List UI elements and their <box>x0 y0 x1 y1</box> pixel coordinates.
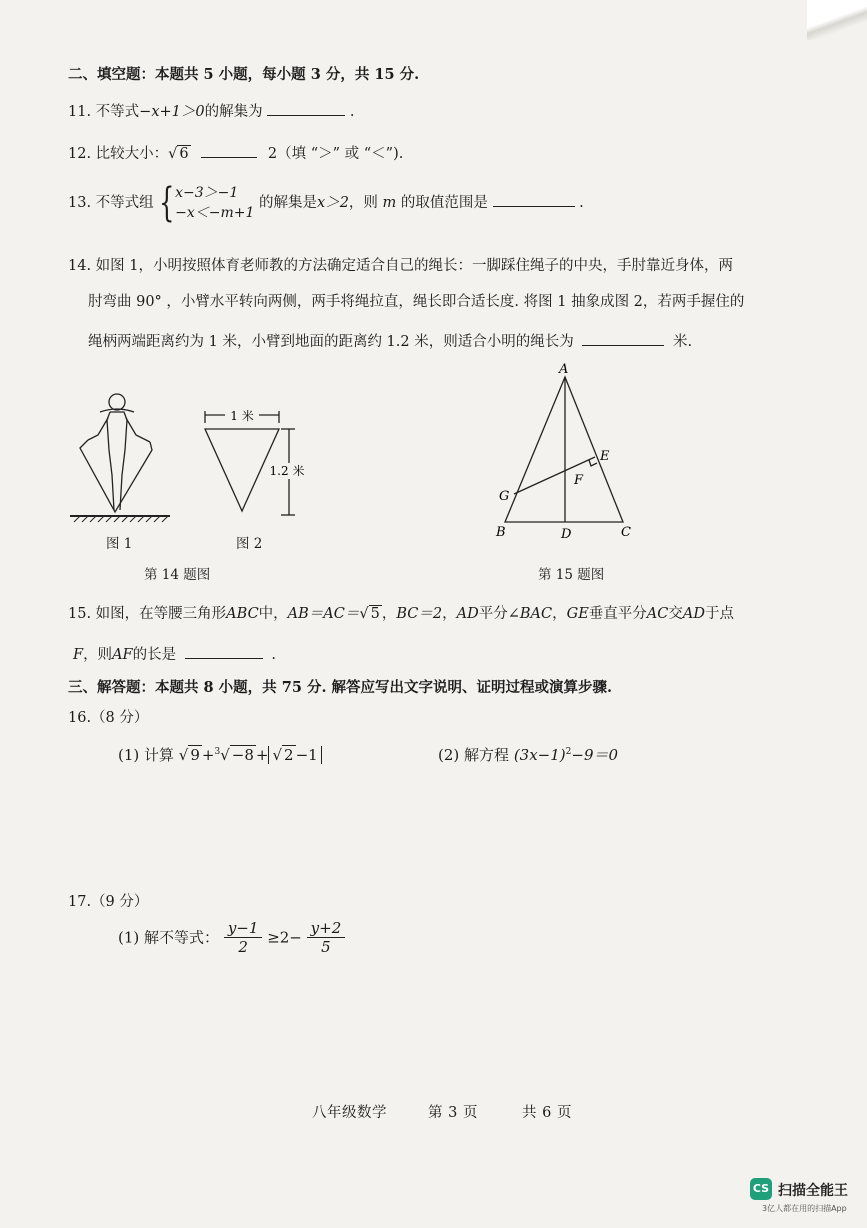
answer-blank[interactable] <box>201 143 257 158</box>
point-b-label: B <box>496 525 506 540</box>
point-f-label: F <box>574 473 584 488</box>
question-13: 13. 不等式组 { x−3＞−1 −x＜−m+1 的解集是x＞2，则 m 的取值范围是 . <box>68 180 584 226</box>
scanner-logo: CS <box>750 1178 772 1200</box>
question-15-line1: 15. 如图，在等腰三角形ABC中，AB＝AC＝√ 5 ，BC＝2，AD平分∠BAC，GE垂直平分AC交AD于点 <box>68 606 734 622</box>
point-g-label: G <box>499 489 510 504</box>
point-a-label: A <box>559 362 569 377</box>
question-16-part2: (2) 解方程 $(3x-1)^2-9=0$ <box>438 746 619 764</box>
figure-arm-left <box>88 418 108 440</box>
section-heading-fill-in: 二、填空题：本题共 5 小题，每小题 3 分，共 15 分. <box>68 66 420 83</box>
page-corner <box>807 0 867 40</box>
figure-1-rope-drawing <box>70 380 180 530</box>
scanner-tagline: 3亿人都在用的扫描App <box>762 1204 847 1213</box>
footer-page: 第 3 页 <box>428 1105 478 1121</box>
answer-blank[interactable] <box>267 101 345 116</box>
question-17-heading: 17.（9 分） <box>68 894 149 910</box>
scanner-app-name: 扫描全能王 <box>778 1183 848 1199</box>
figure-14-caption: 第 14 题图 <box>144 567 211 583</box>
question-11: 11. 不等式−x+1＞0的解集为 . <box>68 101 354 121</box>
question-16-part1: (1) 计算 √ 9 +$^3$√ −8 + √ 2 −1 <box>118 746 322 764</box>
figure-head <box>109 394 125 410</box>
question-14-line1: 14. 如图 1，小明按照体育老师教的方法确定适合自己的绳长：一脚踩住绳子的中央，手肘靠近身体，两 <box>68 258 733 274</box>
figure-rope <box>80 440 152 512</box>
point-e-label: E <box>600 449 610 464</box>
figure-15-caption: 第 15 题图 <box>538 567 605 583</box>
point-c-label: C <box>621 525 631 540</box>
question-16-heading: 16.（8 分） <box>68 710 149 726</box>
footer-subject: 八年级数学 <box>312 1105 387 1121</box>
right-angle-mark <box>589 460 597 466</box>
question-15-line2: F，则AF的长是 . <box>73 644 276 664</box>
point-d-label: D <box>561 527 572 542</box>
question-14-line3: 绳柄两端距离约为 1 米，小臂到地面的距离约 1.2 米，则适合小明的绳长为 米. <box>88 331 692 351</box>
question-14-line2: 肘弯曲 90° ，小臂水平转向两侧，两手将绳拉直，绳长即合适长度. 将图 1 抽象成图 2，若两手握住的 <box>88 294 745 310</box>
answer-blank[interactable] <box>582 331 664 346</box>
label-width: 1 米 <box>230 409 254 423</box>
label-height: 1.2 米 <box>269 464 305 478</box>
figure-arm-right <box>126 418 150 442</box>
figure-body-left <box>107 412 114 510</box>
question-17-part1: (1) 解不等式： $\frac{y-1}{2}$ ≥2− $\frac{y+2}{5}$ <box>118 919 345 956</box>
figure-1-caption: 图 1 <box>106 536 133 552</box>
figure-15-isosceles-triangle <box>490 362 640 547</box>
section-heading-solutions: 三、解答题：本题共 8 小题，共 75 分. 解答应写出文字说明、证明过程或演算步骤. <box>68 679 613 696</box>
answer-blank[interactable] <box>493 192 575 207</box>
footer-total-pages: 共 6 页 <box>522 1105 572 1121</box>
figure-2-triangle <box>195 405 315 525</box>
answer-blank[interactable] <box>185 644 263 659</box>
question-12: 12. 比较大小：√ 6 2（填 “＞” 或 “＜”). <box>68 143 403 163</box>
figure-2-caption: 图 2 <box>236 536 263 552</box>
